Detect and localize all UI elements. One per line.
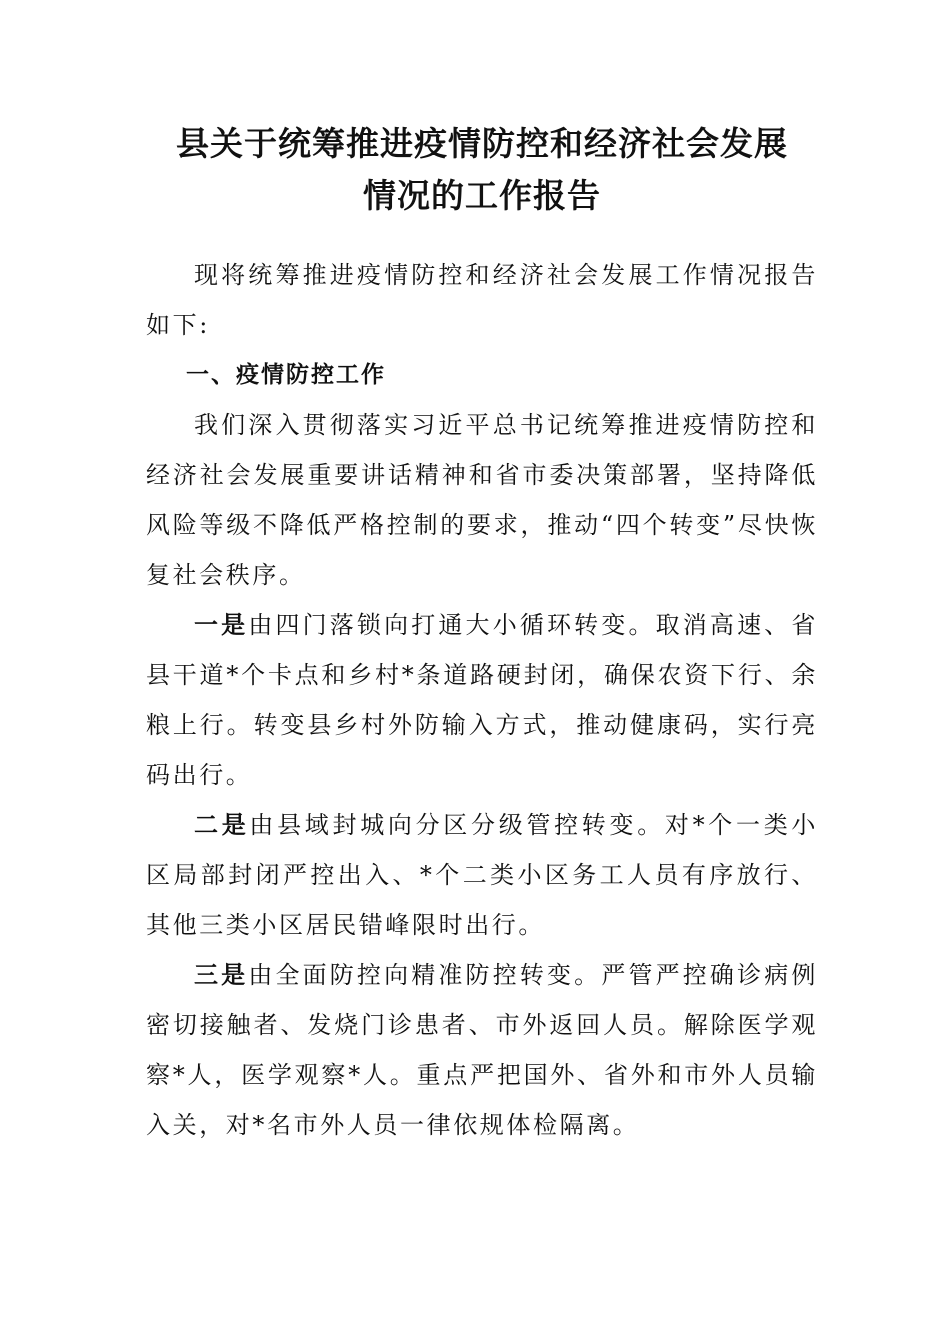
title-line-1: 县关于统筹推进疫情防控和经济社会发展 (176, 124, 788, 163)
item-lead-1: 一是 (194, 611, 249, 639)
title-line-2: 情况的工作报告 (363, 176, 601, 215)
intro-paragraph: 现将统筹推进疫情防控和经济社会发展工作情况报告如下: (146, 261, 818, 339)
section-heading: 一、疫情防控工作 (186, 362, 386, 388)
item-paragraph-3 (146, 950, 818, 1150)
item-paragraph-2 (146, 800, 818, 950)
item-paragraph-1 (146, 600, 818, 800)
item-lead-2: 二是 (194, 811, 250, 839)
item-text-3: 由全面防控向精准防控转变。严管严控确诊病例密切接触者、发烧门诊患者、市外返回人员。解除医学观察*人，医学观察*人。重点严把国外、省外和市外人员输入关，对*名市外人员一律依规体检隔离。 (146, 961, 818, 1139)
item-text-2: 由县域封城向分区分级管控转变。对*个一类小区局部封闭严控出入、*个二类小区务工人员有序放行、其他三类小区居民错峰限时出行。 (146, 811, 818, 939)
document-title (138, 118, 826, 222)
section-body-paragraph: 我们深入贯彻落实习近平总书记统筹推进疫情防控和经济社会发展重要讲话精神和省市委决策部署，坚持降低风险等级不降低严格控制的要求，推动“四个转变”尽快恢复社会秩序。 (146, 411, 818, 589)
document-page (146, 118, 818, 1150)
item-text-1: 由四门落锁向打通大小循环转变。取消高速、省县干道*个卡点和乡村*条道路硬封闭，确保农资下行、余粮上行。转变县乡村外防输入方式，推动健康码，实行亮码出行。 (146, 611, 818, 789)
item-lead-3: 三是 (194, 961, 249, 989)
